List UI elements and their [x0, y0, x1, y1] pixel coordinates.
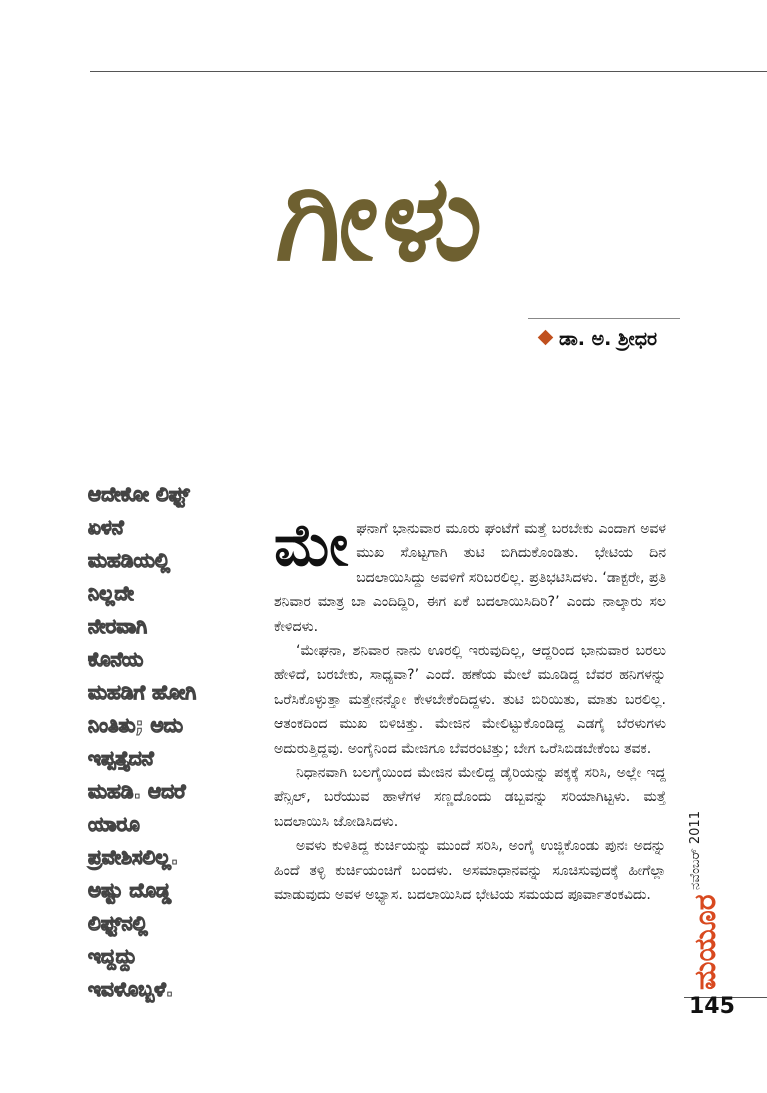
article-body: [274, 511, 667, 908]
pull-quote-line: ಇಪ್ಪತ್ತೈದನೆ: [88, 746, 154, 770]
pull-quote-line: ಮಹಡಿಗೆ ಹೋಗಿ: [88, 680, 197, 704]
magazine-side-tag: [688, 800, 723, 990]
paragraph-1: [274, 511, 667, 639]
pull-quote: [88, 478, 258, 1006]
pull-quote-line: ಮಹಡಿಯಲ್ಲಿ: [88, 548, 171, 572]
pull-quote-line: ಲಿಫ್ಟ್‌ನಲ್ಲಿ: [88, 911, 148, 935]
pull-quote-line: ನೇರವಾಗಿ: [88, 614, 148, 638]
byline-rule: [528, 318, 680, 319]
paragraph-1-rest: ಬರಬೇಕು ಎಂದಾಗ ಅವಳ ಮುಖ ಸೊಟ್ಟಗಾಗಿ ತುಟಿ ಬಿಗಿದುಕೊಂಡಿತು. ಭೇಟಿಯ ದಿನ ಬದಲಾಯಿಸಿದ್ದು ಅವಳಿಗೆ ಸರಿಬರಲಿಲ್ಲ. ಪ್ರತಿಭಟಿಸಿದಳು. ‘ಡಾಕ್ಟರೇ, ಪ್ರತಿ ಶನಿವಾರ ಮಾತ್ರ ಬಾ ಎಂದಿದ್ದಿರಿ, ಈಗ ಏಕೆ ಬದಲಾಯಿಸಿದಿರಿ?’ ಎಂದು ನಾಲ್ಕಾರು ಸಲ ಕೇಳಿದಳು.: [274, 521, 667, 635]
pull-quote-line: ಏಳನೆ: [88, 515, 124, 539]
pull-quote-line: ನಿಂತಿತು; ಅದು: [88, 713, 183, 737]
article-title: ಗೀಳು: [270, 148, 498, 287]
pull-quote-line: ಅಷ್ಟು ದೊಡ್ಡ: [88, 878, 172, 902]
magazine-logo: ಮಯೂರ: [688, 894, 723, 990]
top-rule: [90, 71, 767, 72]
pull-quote-line: ಪ್ರವೇಶಿಸಲಿಲ್ಲ.: [88, 845, 179, 869]
author-byline: [540, 328, 657, 350]
paragraph-3: ನಿಧಾನವಾಗಿ ಬಲಗೈಯಿಂದ ಮೇಜಿನ ಮೇಲಿದ್ದ ಡೈರಿಯನ್ನು ಪಕ್ಕಕ್ಕೆ ಸರಿಸಿ, ಅಲ್ಲೇ ಇದ್ದ ಪೆನ್ಸಿಲ್, ಬರೆಯುವ ಹಾಳೆಗಳ ಸಣ್ಣದೊಂದು ಡಬ್ಬವನ್ನು ಸರಿಯಾಗಿಟ್ಟಳು. ಮತ್ತೆ ಬದಲಾಯಿಸಿ ಜೋಡಿಸಿದಳು.: [274, 765, 666, 830]
pull-quote-line: ಇವಳೊಬ್ಬಳೆ.: [88, 977, 174, 1001]
diamond-bullet-icon: [538, 330, 554, 346]
paragraph-1-first-line: ಘನಾಗೆ ಭಾನುವಾರ ಮೂರು ಘಂಟೆಗೆ ಮತ್ತೆ: [356, 521, 547, 537]
paragraph-4: ಅವಳು ಕುಳಿತಿದ್ದ ಕುರ್ಚಿಯನ್ನು ಮುಂದೆ ಸರಿಸಿ, ಅಂಗೈ ಉಜ್ಜಿಕೊಂಡು ಪುನಃ ಅದನ್ನು ಹಿಂದೆ ತಳ್ಳಿ ಕುರ್ಚಿಯಂಚಿಗೆ ಬಂದಳು. ಅಸಮಾಧಾನವನ್ನು ಸೂಚಿಸುವುದಕ್ಕೆ ಹೀಗೆಲ್ಲಾ ಮಾಡುವುದು ಅವಳ ಅಭ್ಯಾಸ. ಬದಲಾಯಿಸಿದ ಭೇಟಿಯ ಸಮಯದ ಪೂರ್ವಾತಂಕವಿದು.: [274, 838, 666, 904]
pull-quote-line: ಆದೇಕೋ ಲಿಫ್ಟ್: [88, 482, 190, 506]
drop-cap: ಮೇ: [274, 511, 349, 579]
page-number: 145: [689, 994, 735, 1019]
pull-quote-line: ಮಹಡಿ. ಆದರೆ: [88, 779, 186, 803]
pull-quote-line: ಯಾರೂ: [88, 812, 140, 836]
pull-quote-line: ಕೊನೆಯ: [88, 647, 144, 671]
paragraph-2: ‘ಮೇಘನಾ, ಶನಿವಾರ ನಾನು ಊರಲ್ಲಿ ಇರುವುದಿಲ್ಲ, ಆದ್ದರಿಂದ ಭಾನುವಾರ ಬರಲು ಹೇಳಿದೆ, ಬರಬೇಕು, ಸಾಧ್ಯವಾ?’ ಎಂದೆ. ಹಣೆಯ ಮೇಲೆ ಮೂಡಿದ್ದ ಬೆವರ ಹನಿಗಳನ್ನು ಒರೆಸಿಕೊಳ್ಳುತ್ತಾ ಮತ್ತೇನನ್ನೋ ಕೇಳಬೇಕೆಂದಿದ್ದಳು. ತುಟಿ ಬಿರಿಯಿತು, ಮಾತು ಬರಲಿಲ್ಲ. ಆತಂಕದಿಂದ ಮುಖ ಬಿಳಿಚಿತ್ತು. ಮೇಜಿನ ಮೇಲಿಟ್ಟುಕೊಂಡಿದ್ದ ಎಡಗೈ ಬೆರಳುಗಳು ಅದುರುತ್ತಿದ್ದವು. ಅಂಗೈನಿಂದ ಮೇಜಿಗೂ ಬೆವರಂಟಿತ್ತು; ಬೇಗ ಒರೆಸಿಬಿಡಬೇಕೆಂಬ ತವಕ.: [274, 643, 666, 757]
issue-date: ನವೆಂಬರ್ 2011: [688, 811, 703, 890]
pull-quote-line: ಇದ್ದದ್ದು: [88, 944, 137, 968]
pull-quote-line: ನಿಲ್ಲದೇ: [88, 581, 134, 605]
author-name: ಡಾ. ಅ. ಶ್ರೀಧರ: [559, 328, 658, 350]
